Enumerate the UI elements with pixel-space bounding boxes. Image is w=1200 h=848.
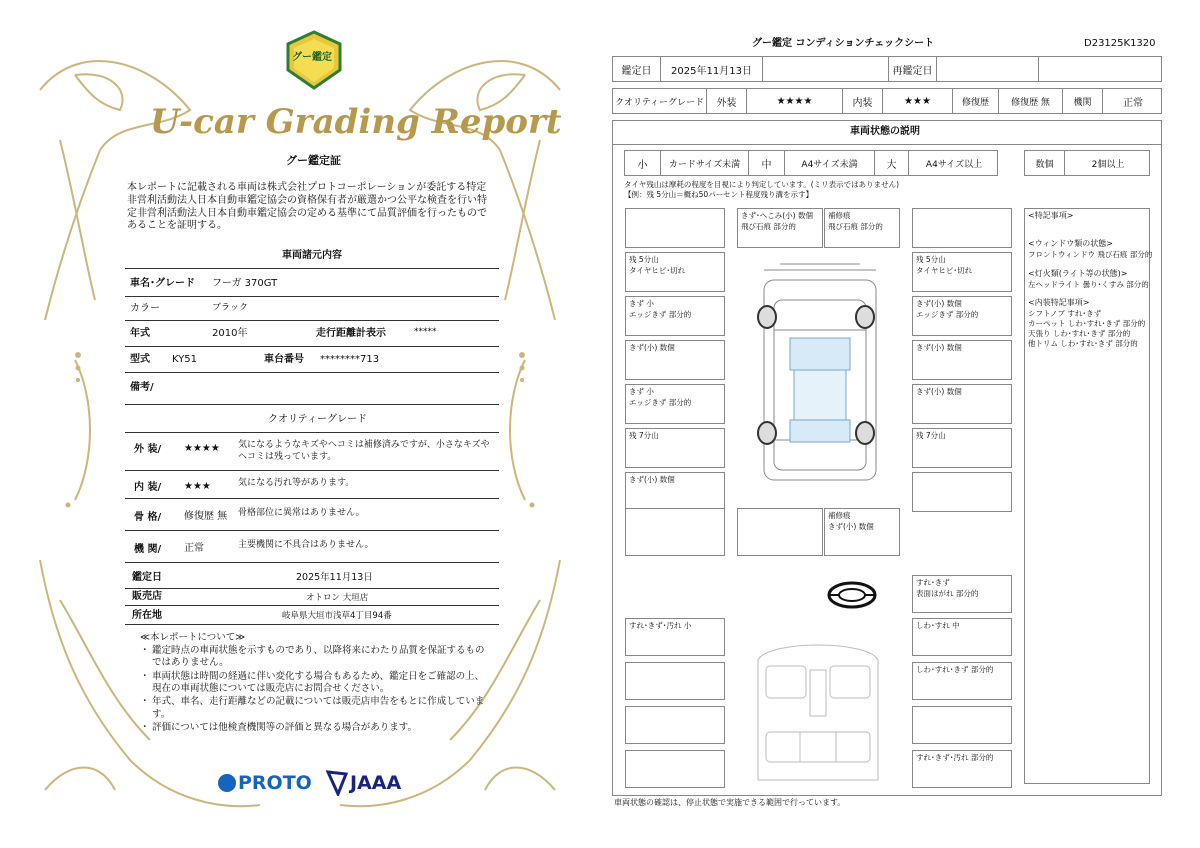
date-label: 鑑定日 xyxy=(132,572,162,583)
about-item-text: 鑑定時点の車両状態を示すものであり、以降将来にわたり品質を保証するものではありません。 xyxy=(152,645,485,669)
wheel-rl-icon xyxy=(756,420,778,446)
about-item-text: 評価については他検査機関等の評価と異なる場合があります。 xyxy=(152,722,418,734)
quality-title: クオリティーグレード xyxy=(268,414,367,425)
condition-text: 補修痕 きず(小) 数個 xyxy=(828,511,874,531)
badge-text: グー鑑定 xyxy=(292,52,332,63)
size-table xyxy=(624,150,998,176)
condition-text: きず 小 エッジきず 部分的 xyxy=(629,387,692,407)
interior-text: シフトノブ すれ･きず カーペット しわ･すれ･きず 部分的 天張り しわ･すれ･きず 部分的 他トリム しわ･すれ･きず 部分的 xyxy=(1028,309,1146,349)
quality-grade: ★★★ xyxy=(184,481,211,492)
spec-chassis-label: 車台番号 xyxy=(264,354,304,365)
quality-label: 内 装/ xyxy=(134,482,162,493)
condition-text: すれ･きず 表面はがれ 部分的 xyxy=(916,578,979,598)
special-title: <特記事項> xyxy=(1028,211,1074,220)
cert-title: グー鑑定証 xyxy=(286,154,341,167)
quality-grade: 正常 xyxy=(184,543,204,554)
condition-box-bot-c2 xyxy=(824,508,900,556)
grade-label: クオリティーグレード xyxy=(614,97,705,108)
condition-box-top-c2 xyxy=(824,208,900,248)
condition-box-int-r1 xyxy=(912,618,1012,656)
condition-text: 残 5分山 タイヤヒビ･切れ xyxy=(629,255,686,275)
count-label: 数個 xyxy=(1035,159,1054,170)
repair-value: 修復歴 無 xyxy=(1011,97,1050,108)
spec-model-label: 型式 xyxy=(130,354,150,365)
tire-note-2: 【例：残 5分山＝概ね50パーセント程度残り溝を示す】 xyxy=(624,190,814,199)
condition-box-empty xyxy=(625,662,725,700)
condition-text: すれ･きず･汚れ 小 xyxy=(629,621,692,630)
spec-mileage-value: ***** xyxy=(414,327,437,337)
interior-diagram xyxy=(748,640,888,788)
date-value: 2025年11月13日 xyxy=(296,572,373,583)
engine-label: 機関 xyxy=(1073,97,1092,108)
quality-label: 骨 格/ xyxy=(134,512,162,523)
size-small-desc: カードサイズ未満 xyxy=(668,159,741,170)
ext-value: ★★★★ xyxy=(776,95,813,107)
address-value: 岐阜県大垣市浅草4丁目94番 xyxy=(282,611,392,621)
ext-label: 外装 xyxy=(716,97,737,109)
condition-text: しわ･すれ･きず 部分的 xyxy=(916,665,994,674)
engine-value: 正常 xyxy=(1123,97,1143,109)
condition-box-l4 xyxy=(625,384,725,424)
condition-box-l3 xyxy=(625,340,725,380)
spec-color-value: ブラック xyxy=(212,303,248,313)
condition-box-empty xyxy=(625,508,725,556)
int-value: ★★★ xyxy=(904,95,931,107)
quality-desc: 気になる汚れ等があります。 xyxy=(238,478,355,488)
condition-text: きず(小) 数個 xyxy=(629,475,675,484)
condition-text: きず 小 エッジきず 部分的 xyxy=(629,299,692,319)
window-text: フロントウィンドウ 飛び石痕 部分的 xyxy=(1028,250,1153,259)
wheel-fr-icon xyxy=(854,304,876,330)
condition-box-int-r4 xyxy=(912,750,1012,788)
condition-box-empty xyxy=(625,706,725,744)
sheet-title: グー鑑定 コンディションチェックシート xyxy=(752,38,935,49)
spec-name-value: フーガ 370GT xyxy=(212,278,278,289)
car-diagram xyxy=(750,260,890,490)
quality-desc: 気になるようなキズやヘコミは補修済みですが、小さなキズやヘコミは残っています。 xyxy=(238,440,490,463)
light-title: <灯火類(ライト等の状態)> xyxy=(1028,269,1128,278)
condition-box-r1 xyxy=(912,252,1012,292)
spec-name-label: 車名･グレード xyxy=(130,278,195,289)
address-label: 所在地 xyxy=(132,610,162,621)
date-value: 2025年11月13日 xyxy=(671,65,752,77)
size-small: 小 xyxy=(637,159,648,171)
about-item-text: 年式、車名、走行距離などの記載については販売店申告をもとに作成しています。 xyxy=(152,696,485,720)
condition-box-empty xyxy=(912,706,1012,744)
condition-text: 残 7分山 xyxy=(629,431,659,440)
about-item: ・ 車両状態は時間の経過に伴い変化する場合もあるため、鑑定日をご確認の上、現在の車両状態については販売店にお問合せください。 xyxy=(140,671,490,696)
quality-grade: ★★★★ xyxy=(184,443,220,454)
condition-box-l2 xyxy=(625,296,725,336)
jaaa-logo: JAAA xyxy=(326,770,401,796)
special-notes xyxy=(1024,208,1153,784)
repair-label: 修復歴 xyxy=(961,97,989,108)
condition-text: きず(小) 数個 xyxy=(916,343,962,352)
condition-box-l1 xyxy=(625,252,725,292)
condition-box-steer xyxy=(912,575,1012,613)
spec-chassis-value: ********713 xyxy=(320,354,380,365)
dealer-value: オトロン 大垣店 xyxy=(306,593,369,603)
grade-row xyxy=(612,88,1162,114)
footer-note: 車両状態の確認は、停止状態で実施できる範囲で行っています。 xyxy=(614,798,846,807)
spec-title: 車両諸元内容 xyxy=(282,250,342,261)
condition-text: しわ･すれ 中 xyxy=(916,621,960,630)
size-medium-desc: A4サイズ未満 xyxy=(801,159,858,170)
about-item: ・ 鑑定時点の車両状態を示すものであり、以降将来にわたり品質を保証するものではありません。 xyxy=(140,645,490,670)
condition-box-int-r2 xyxy=(912,662,1012,700)
section-title: 車両状態の説明 xyxy=(850,126,920,137)
steering-wheel-icon xyxy=(826,580,878,610)
condition-text: 補修痕 飛び石痕 部分的 xyxy=(828,211,883,231)
about-list xyxy=(140,645,490,735)
condition-text: 残 7分山 xyxy=(916,431,946,440)
condition-box-top-c1 xyxy=(737,208,823,248)
spec-notes-label: 備考/ xyxy=(130,382,154,393)
about-item-text: 車両状態は時間の経過に伴い変化する場合もあるため、鑑定日をご確認の上、現在の車両状態については販売店にお問合せください。 xyxy=(152,670,485,695)
condition-box-empty xyxy=(912,472,1012,512)
window-title: <ウィンドウ類の状態> xyxy=(1028,239,1113,248)
light-text: 左ヘッドライト 曇り･くすみ 部分的 xyxy=(1028,280,1149,289)
spec-year-label: 年式 xyxy=(130,328,150,339)
quality-grade: 修復歴 無 xyxy=(184,511,228,522)
condition-text: きず･へこみ(小) 数個 飛び石痕 部分的 xyxy=(741,211,813,231)
cert-text: 本レポートに記載される車両は株式会社プロトコーポレーションが委託する特定非営利活動法人日本自動車鑑定協会の資格保有者が厳選かつ公平な検査を行い特定非営利活動法人日本自動車鑑定協会の定める基準にて品質評価を行ったものであることを証明する。 xyxy=(127,182,487,232)
condition-box-int-l1 xyxy=(625,618,725,656)
date-row xyxy=(612,56,1162,82)
proto-logo: PROTO xyxy=(218,772,312,794)
condition-text: 残 5分山 タイヤヒビ･切れ xyxy=(916,255,973,275)
interior-title: <内装特記事項> xyxy=(1028,298,1090,307)
size-medium: 中 xyxy=(761,159,772,171)
quality-desc: 主要機関に不具合はありません。 xyxy=(238,540,374,550)
condition-box-empty xyxy=(737,508,823,556)
right-checksheet xyxy=(600,0,1200,848)
about-item: ・ 年式、車名、走行距離などの記載については販売店申告をもとに作成しています。 xyxy=(140,696,490,721)
condition-box-r2 xyxy=(912,296,1012,336)
condition-text: すれ･きず･汚れ 部分的 xyxy=(916,753,994,762)
condition-box-r5 xyxy=(912,428,1012,468)
date-label: 鑑定日 xyxy=(621,65,652,77)
quality-label: 機 関/ xyxy=(134,544,162,555)
proto-logo-icon xyxy=(218,774,236,792)
report-title: U-car Grading Report xyxy=(150,102,562,142)
quality-label: 外 装/ xyxy=(134,444,162,455)
condition-box-empty xyxy=(625,750,725,788)
wheel-rr-icon xyxy=(854,420,876,446)
condition-box-empty xyxy=(912,208,1012,248)
spec-color-label: カラー xyxy=(130,303,160,314)
condition-text: きず(小) 数個 xyxy=(629,343,675,352)
condition-box-empty xyxy=(625,208,725,248)
dealer-label: 販売店 xyxy=(132,591,162,602)
spec-model-value: KY51 xyxy=(172,354,198,365)
tire-note-1: タイヤ残山は摩耗の程度を目視により判定しています。(ミリ表示ではありません) xyxy=(624,180,900,189)
condition-box-r4 xyxy=(912,384,1012,424)
condition-box-r3 xyxy=(912,340,1012,380)
condition-text: きず(小) 数個 エッジきず 部分的 xyxy=(916,299,979,319)
spec-mileage-label: 走行距離計表示 xyxy=(316,328,386,339)
int-label: 内装 xyxy=(852,97,873,109)
about-title: ≪本レポートについて≫ xyxy=(140,632,246,643)
redate-label: 再鑑定日 xyxy=(892,65,933,77)
size-large: 大 xyxy=(886,159,897,171)
about-item: ・ 評価については他検査機関等の評価と異なる場合があります。 xyxy=(140,722,418,734)
jaaa-logo-icon xyxy=(326,770,348,796)
count-value: 2個以上 xyxy=(1091,159,1125,170)
count-table xyxy=(1024,150,1150,176)
condition-text: きず(小) 数個 xyxy=(916,387,962,396)
condition-box-l6 xyxy=(625,472,725,512)
doc-id: D23125K1320 xyxy=(1084,38,1156,49)
size-large-desc: A4サイズ以上 xyxy=(925,159,983,170)
wheel-fl-icon xyxy=(756,304,778,330)
condition-box-l5 xyxy=(625,428,725,468)
spec-year-value: 2010年 xyxy=(212,328,248,339)
quality-desc: 骨格部位に異常はありません。 xyxy=(238,508,365,518)
